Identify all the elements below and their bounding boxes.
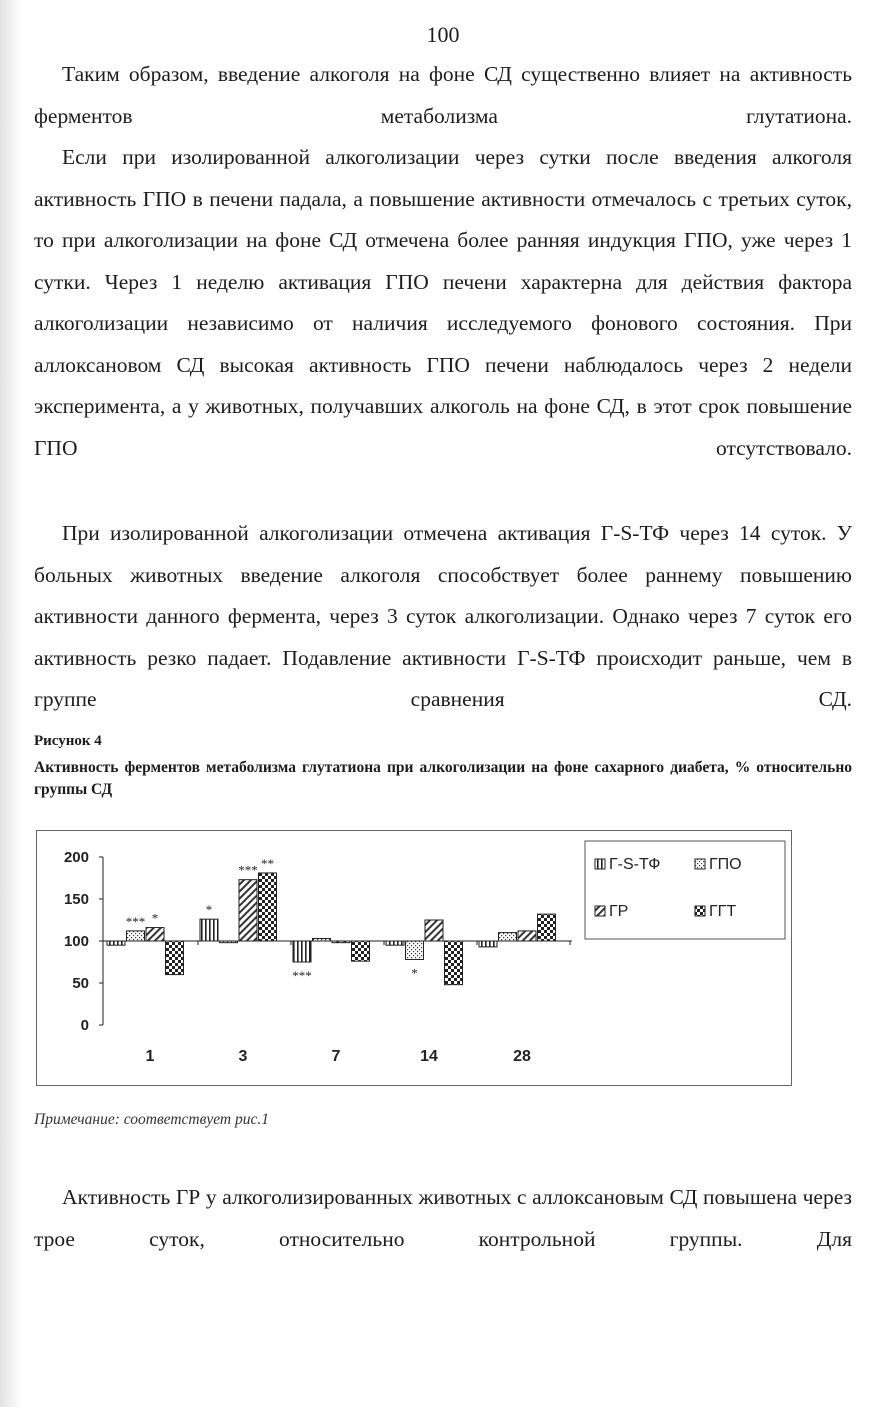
bar-ГГТ-day-7 xyxy=(352,941,370,961)
bar-Г-S-ТФ-day-7 xyxy=(293,941,311,962)
y-tick-label: 50 xyxy=(72,975,89,992)
x-tick-label: 7 xyxy=(331,1048,341,1065)
paragraph-4: Активность ГР у алкоголизированных животных с аллоксановым СД повышена через трое суток, относительно контрольной группы. Для xyxy=(34,1185,852,1251)
bar-ГР-day-3 xyxy=(239,880,257,941)
y-tick-label: 0 xyxy=(80,1017,89,1034)
significance-marker: *** xyxy=(238,862,258,878)
bar-ГПО-day-7 xyxy=(313,938,331,941)
bar-ГГТ-day-1 xyxy=(166,941,184,975)
paragraph-1: Таким образом, введение алкоголя на фоне СД существенно влияет на активность ферментов метаболизма глутатиона. xyxy=(34,62,852,128)
y-tick-label: 100 xyxy=(63,933,89,950)
bar-ГПО-day-3 xyxy=(220,941,238,943)
legend-swatch-ГР xyxy=(595,906,605,916)
bar-ГГТ-day-14 xyxy=(445,941,463,985)
bar-ГР-day-14 xyxy=(425,920,443,941)
legend-label: ГГТ xyxy=(709,903,737,920)
y-tick-label: 200 xyxy=(63,849,89,866)
scan-shadow xyxy=(0,0,22,1407)
significance-marker: *** xyxy=(125,913,146,929)
paragraph-3: При изолированной алкоголизации отмечена активация Г-S-ТФ через 14 суток. У больных животных введение алкоголя способствует более раннему повышению активности данного фермента, через 3 суток алкоголизации. Однако через 7 суток его активность резко падает. Подавление активности Г-S-ТФ происходит раньше, чем в группе сравнения СД. xyxy=(34,521,852,711)
figure-label: Рисунок 4 xyxy=(34,733,102,749)
significance-marker: * xyxy=(151,910,159,926)
significance-marker: *** xyxy=(292,968,312,983)
figure-note: Примечание: соответствует рис.1 xyxy=(34,1111,269,1128)
bar-ГР-day-7 xyxy=(332,941,350,943)
x-tick-label: 1 xyxy=(145,1048,155,1065)
x-tick-label: 3 xyxy=(238,1048,248,1065)
bar-chart xyxy=(37,831,793,1087)
legend-swatch-ГГТ xyxy=(695,906,705,916)
significance-marker: ** xyxy=(261,855,274,871)
chart-frame xyxy=(36,830,792,1086)
y-tick-label: 150 xyxy=(63,891,89,908)
paragraph-2: Если при изолированной алкоголизации через сутки после введения алкоголя активность ГПО в печени падала, а повышение активности отмечалось с третьих суток, то при алкоголизации на фоне СД отмечена более ранняя индукция ГПО, уже через 1 сутки. Через 1 неделю активация ГПО печени характерна для действия фактора алкоголизации независимо от наличия исследуемого фонового состояния. При аллоксановом СД высокая активность ГПО печени наблюдалось через 2 недели эксперимента, а у животных, получавших алкоголь на фоне СД, в этот срок повышение ГПО отсутствовало. xyxy=(34,145,852,460)
legend-swatch-Г-S-ТФ xyxy=(595,859,605,869)
bar-Г-S-ТФ-day-14 xyxy=(386,941,404,945)
bar-ГПО-day-28 xyxy=(499,933,517,941)
bar-ГГТ-day-28 xyxy=(538,914,556,941)
x-tick-label: 28 xyxy=(513,1048,531,1065)
legend-label: ГР xyxy=(609,903,629,920)
bar-ГПО-day-1 xyxy=(127,931,145,941)
significance-marker: * xyxy=(205,902,213,918)
significance-marker: * xyxy=(411,965,418,981)
bar-Г-S-ТФ-day-28 xyxy=(479,941,497,947)
bar-ГР-day-28 xyxy=(518,931,536,941)
bar-Г-S-ТФ-day-3 xyxy=(200,919,218,941)
legend-label: Г-S-ТФ xyxy=(609,856,661,873)
bar-ГР-day-1 xyxy=(146,928,164,941)
bar-Г-S-ТФ-day-1 xyxy=(107,941,125,945)
figure-caption: Активность ферментов метаболизма глутатиона при алкоголизации на фоне сахарного диабета, % относительно группы СД xyxy=(34,759,852,798)
bar-ГПО-day-14 xyxy=(406,941,424,959)
page-number: 100 xyxy=(426,22,460,47)
x-tick-label: 14 xyxy=(420,1048,438,1065)
bar-ГГТ-day-3 xyxy=(259,873,277,941)
legend-swatch-ГПО xyxy=(695,859,705,869)
legend-label: ГПО xyxy=(709,856,742,873)
